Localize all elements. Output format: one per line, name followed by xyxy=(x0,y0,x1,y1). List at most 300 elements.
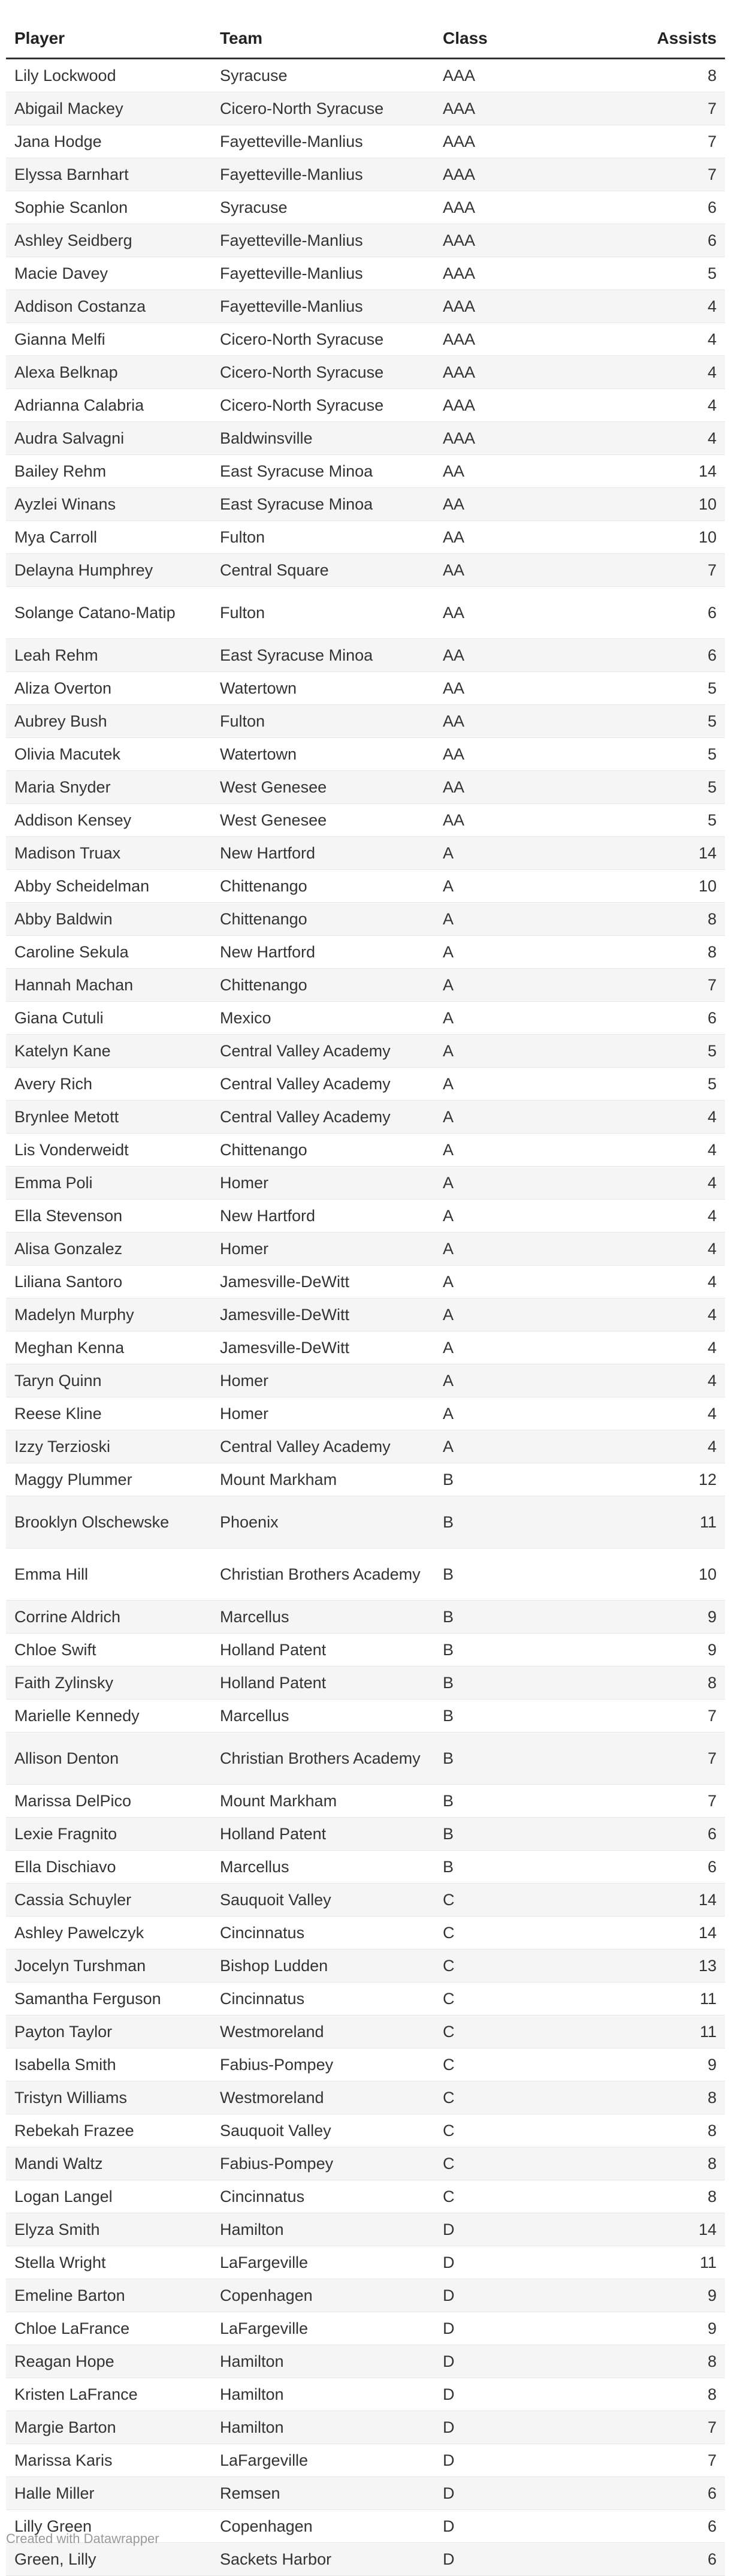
cell-player: Reagan Hope xyxy=(6,2345,212,2378)
table-row xyxy=(6,2048,725,2081)
cell-assists: 6 xyxy=(584,2477,725,2510)
cell-assists: 8 xyxy=(584,2114,725,2147)
cell-player: Chloe LaFrance xyxy=(6,2312,212,2345)
cell-player: Delayna Humphrey xyxy=(6,554,212,587)
cell-class: B xyxy=(434,1496,584,1548)
cell-team: Chittenango xyxy=(212,870,434,903)
cell-assists: 4 xyxy=(584,1266,725,1298)
cell-class: A xyxy=(434,1233,584,1266)
cell-player: Mya Carroll xyxy=(6,521,212,554)
cell-team: Fayetteville-Manlius xyxy=(212,257,434,290)
cell-assists: 8 xyxy=(584,903,725,936)
cell-class: A xyxy=(434,1134,584,1167)
cell-assists: 4 xyxy=(584,1430,725,1463)
cell-assists: 4 xyxy=(584,290,725,323)
cell-team: Fabius-Pompey xyxy=(212,2048,434,2081)
cell-player: Marielle Kennedy xyxy=(6,1700,212,1733)
cell-assists: 4 xyxy=(584,1298,725,1331)
cell-team: Holland Patent xyxy=(212,1667,434,1700)
cell-class: AAA xyxy=(434,389,584,422)
cell-class: C xyxy=(434,1884,584,1917)
cell-team: Central Square xyxy=(212,554,434,587)
table-row xyxy=(6,158,725,191)
cell-assists: 6 xyxy=(584,224,725,257)
cell-assists: 14 xyxy=(584,455,725,488)
cell-class: D xyxy=(434,2378,584,2411)
cell-team: Sauquoit Valley xyxy=(212,2114,434,2147)
cell-team: East Syracuse Minoa xyxy=(212,639,434,672)
table-row xyxy=(6,2543,725,2576)
cell-player: Maggy Plummer xyxy=(6,1463,212,1496)
cell-class: A xyxy=(434,1200,584,1233)
cell-team: Christian Brothers Academy xyxy=(212,1733,434,1785)
table-row xyxy=(6,2213,725,2246)
cell-class: A xyxy=(434,903,584,936)
cell-player: Taryn Quinn xyxy=(6,1364,212,1397)
cell-assists: 6 xyxy=(584,1851,725,1884)
cell-team: Homer xyxy=(212,1167,434,1200)
cell-team: Central Valley Academy xyxy=(212,1430,434,1463)
cell-team: Cicero-North Syracuse xyxy=(212,356,434,389)
cell-assists: 13 xyxy=(584,1950,725,1983)
cell-team: Marcellus xyxy=(212,1700,434,1733)
cell-assists: 8 xyxy=(584,59,725,92)
cell-team: East Syracuse Minoa xyxy=(212,455,434,488)
cell-assists: 6 xyxy=(584,639,725,672)
cell-team: Mount Markham xyxy=(212,1463,434,1496)
cell-class: A xyxy=(434,1266,584,1298)
cell-player: Lilly Green xyxy=(6,2510,212,2543)
cell-assists: 6 xyxy=(584,587,725,639)
cell-player: Abigail Mackey xyxy=(6,92,212,125)
cell-player: Allison Denton xyxy=(6,1733,212,1785)
cell-team: Fabius-Pompey xyxy=(212,2147,434,2180)
table-row xyxy=(6,804,725,837)
cell-assists: 7 xyxy=(584,92,725,125)
cell-class: B xyxy=(434,1548,584,1601)
cell-team: Cincinnatus xyxy=(212,2180,434,2213)
cell-class: AA xyxy=(434,672,584,705)
cell-assists: 5 xyxy=(584,804,725,837)
table-row xyxy=(6,1601,725,1634)
cell-class: A xyxy=(434,837,584,870)
cell-team: Hamilton xyxy=(212,2411,434,2444)
table-row xyxy=(6,1818,725,1851)
cell-class: C xyxy=(434,1983,584,2015)
cell-player: Green, Lilly xyxy=(6,2543,212,2576)
cell-assists: 10 xyxy=(584,488,725,521)
cell-assists: 4 xyxy=(584,1331,725,1364)
cell-team: Cicero-North Syracuse xyxy=(212,323,434,356)
cell-player: Corrine Aldrich xyxy=(6,1601,212,1634)
cell-team: Hamilton xyxy=(212,2378,434,2411)
cell-player: Lily Lockwood xyxy=(6,59,212,92)
cell-class: AAA xyxy=(434,92,584,125)
cell-player: Giana Cutuli xyxy=(6,1002,212,1035)
cell-team: Cincinnatus xyxy=(212,1917,434,1950)
table-row xyxy=(6,2081,725,2114)
table-row xyxy=(6,738,725,771)
table-row xyxy=(6,1667,725,1700)
table-row xyxy=(6,1035,725,1068)
cell-class: AA xyxy=(434,521,584,554)
cell-assists: 9 xyxy=(584,2312,725,2345)
cell-team: Homer xyxy=(212,1233,434,1266)
table-row xyxy=(6,2246,725,2279)
table-row xyxy=(6,1167,725,1200)
cell-player: Alexa Belknap xyxy=(6,356,212,389)
cell-team: Christian Brothers Academy xyxy=(212,1548,434,1601)
cell-assists: 5 xyxy=(584,771,725,804)
cell-assists: 11 xyxy=(584,1496,725,1548)
cell-team: Remsen xyxy=(212,2477,434,2510)
table-row xyxy=(6,191,725,224)
cell-assists: 8 xyxy=(584,2081,725,2114)
cell-player: Macie Davey xyxy=(6,257,212,290)
cell-player: Tristyn Williams xyxy=(6,2081,212,2114)
cell-assists: 4 xyxy=(584,356,725,389)
table-row xyxy=(6,1364,725,1397)
cell-class: A xyxy=(434,969,584,1002)
cell-team: Holland Patent xyxy=(212,1818,434,1851)
cell-class: B xyxy=(434,1700,584,1733)
column-header-team[interactable]: Team xyxy=(212,19,434,59)
cell-team: New Hartford xyxy=(212,1200,434,1233)
cell-team: LaFargeville xyxy=(212,2312,434,2345)
cell-class: B xyxy=(434,1733,584,1785)
column-header-class[interactable]: Class xyxy=(434,19,584,59)
cell-assists: 14 xyxy=(584,1917,725,1950)
table-row xyxy=(6,969,725,1002)
cell-team: Watertown xyxy=(212,738,434,771)
table-row xyxy=(6,422,725,455)
cell-team: Syracuse xyxy=(212,191,434,224)
cell-class: A xyxy=(434,1298,584,1331)
cell-player: Audra Salvagni xyxy=(6,422,212,455)
cell-class: D xyxy=(434,2543,584,2576)
cell-class: B xyxy=(434,1785,584,1818)
table-row xyxy=(6,257,725,290)
cell-player: Brynlee Metott xyxy=(6,1101,212,1134)
cell-player: Elyza Smith xyxy=(6,2213,212,2246)
table-row xyxy=(6,455,725,488)
cell-assists: 8 xyxy=(584,2378,725,2411)
cell-class: D xyxy=(434,2510,584,2543)
cell-team: Marcellus xyxy=(212,1851,434,1884)
cell-assists: 12 xyxy=(584,1463,725,1496)
table-row xyxy=(6,2015,725,2048)
cell-player: Bailey Rehm xyxy=(6,455,212,488)
table-row xyxy=(6,290,725,323)
cell-team: Bishop Ludden xyxy=(212,1950,434,1983)
cell-class: C xyxy=(434,1917,584,1950)
cell-class: B xyxy=(434,1601,584,1634)
cell-player: Ella Dischiavo xyxy=(6,1851,212,1884)
cell-team: West Genesee xyxy=(212,804,434,837)
cell-assists: 10 xyxy=(584,870,725,903)
cell-player: Aubrey Bush xyxy=(6,705,212,738)
cell-team: Sauquoit Valley xyxy=(212,1884,434,1917)
cell-class: C xyxy=(434,2015,584,2048)
cell-class: AAA xyxy=(434,422,584,455)
table-row xyxy=(6,2411,725,2444)
table-row xyxy=(6,389,725,422)
table-row xyxy=(6,1134,725,1167)
cell-assists: 10 xyxy=(584,521,725,554)
cell-class: B xyxy=(434,1851,584,1884)
cell-assists: 14 xyxy=(584,1884,725,1917)
assists-table xyxy=(6,19,725,2576)
cell-team: Chittenango xyxy=(212,969,434,1002)
table-row xyxy=(6,2477,725,2510)
cell-player: Adrianna Calabria xyxy=(6,389,212,422)
cell-class: D xyxy=(434,2213,584,2246)
cell-player: Caroline Sekula xyxy=(6,936,212,969)
cell-player: Jana Hodge xyxy=(6,125,212,158)
cell-player: Brooklyn Olschewske xyxy=(6,1496,212,1548)
cell-team: LaFargeville xyxy=(212,2444,434,2477)
cell-assists: 5 xyxy=(584,705,725,738)
cell-team: Cicero-North Syracuse xyxy=(212,389,434,422)
cell-assists: 9 xyxy=(584,2279,725,2312)
cell-class: B xyxy=(434,1818,584,1851)
cell-player: Faith Zylinsky xyxy=(6,1667,212,1700)
cell-team: Fayetteville-Manlius xyxy=(212,290,434,323)
table-row xyxy=(6,1068,725,1101)
cell-assists: 14 xyxy=(584,837,725,870)
cell-team: East Syracuse Minoa xyxy=(212,488,434,521)
cell-assists: 6 xyxy=(584,1818,725,1851)
table-row xyxy=(6,125,725,158)
cell-player: Logan Langel xyxy=(6,2180,212,2213)
cell-team: Jamesville-DeWitt xyxy=(212,1331,434,1364)
cell-assists: 5 xyxy=(584,1068,725,1101)
table-row xyxy=(6,1496,725,1548)
cell-assists: 4 xyxy=(584,389,725,422)
table-row xyxy=(6,2345,725,2378)
cell-player: Madelyn Murphy xyxy=(6,1298,212,1331)
cell-assists: 6 xyxy=(584,2543,725,2576)
cell-assists: 4 xyxy=(584,1101,725,1134)
table-row xyxy=(6,1950,725,1983)
datawrapper-credit[interactable]: Created with Datawrapper xyxy=(6,2531,159,2546)
cell-assists: 5 xyxy=(584,1035,725,1068)
cell-player: Ella Stevenson xyxy=(6,1200,212,1233)
cell-team: Phoenix xyxy=(212,1496,434,1548)
table-row xyxy=(6,936,725,969)
cell-player: Addison Costanza xyxy=(6,290,212,323)
table-row xyxy=(6,2279,725,2312)
cell-team: Central Valley Academy xyxy=(212,1035,434,1068)
cell-team: Fayetteville-Manlius xyxy=(212,224,434,257)
cell-class: AA xyxy=(434,804,584,837)
cell-class: A xyxy=(434,1167,584,1200)
cell-assists: 4 xyxy=(584,1167,725,1200)
table-row xyxy=(6,1851,725,1884)
cell-class: C xyxy=(434,2180,584,2213)
table-row xyxy=(6,92,725,125)
table-row xyxy=(6,1233,725,1266)
table-row xyxy=(6,1002,725,1035)
cell-assists: 8 xyxy=(584,936,725,969)
cell-class: A xyxy=(434,1101,584,1134)
cell-class: AA xyxy=(434,738,584,771)
cell-assists: 4 xyxy=(584,422,725,455)
cell-class: AAA xyxy=(434,323,584,356)
cell-assists: 8 xyxy=(584,2180,725,2213)
cell-assists: 9 xyxy=(584,1634,725,1667)
table-row xyxy=(6,705,725,738)
column-header-assists[interactable]: Assists xyxy=(584,19,725,59)
table-row xyxy=(6,2444,725,2477)
cell-class: AA xyxy=(434,771,584,804)
cell-player: Payton Taylor xyxy=(6,2015,212,2048)
cell-class: AA xyxy=(434,705,584,738)
cell-team: Hamilton xyxy=(212,2213,434,2246)
header-row xyxy=(6,19,725,59)
cell-assists: 8 xyxy=(584,2345,725,2378)
cell-player: Mandi Waltz xyxy=(6,2147,212,2180)
cell-player: Stella Wright xyxy=(6,2246,212,2279)
cell-assists: 4 xyxy=(584,1233,725,1266)
cell-player: Katelyn Kane xyxy=(6,1035,212,1068)
cell-class: AAA xyxy=(434,125,584,158)
cell-assists: 11 xyxy=(584,1983,725,2015)
cell-player: Rebekah Frazee xyxy=(6,2114,212,2147)
cell-assists: 11 xyxy=(584,2015,725,2048)
cell-player: Isabella Smith xyxy=(6,2048,212,2081)
cell-assists: 6 xyxy=(584,2510,725,2543)
cell-class: D xyxy=(434,2279,584,2312)
cell-class: A xyxy=(434,1430,584,1463)
cell-assists: 14 xyxy=(584,2213,725,2246)
table-row xyxy=(6,1917,725,1950)
cell-player: Meghan Kenna xyxy=(6,1331,212,1364)
cell-class: D xyxy=(434,2312,584,2345)
cell-player: Gianna Melfi xyxy=(6,323,212,356)
cell-assists: 7 xyxy=(584,2444,725,2477)
cell-player: Olivia Macutek xyxy=(6,738,212,771)
cell-class: A xyxy=(434,936,584,969)
cell-player: Lexie Fragnito xyxy=(6,1818,212,1851)
table-row xyxy=(6,521,725,554)
cell-team: Westmoreland xyxy=(212,2015,434,2048)
cell-team: Cincinnatus xyxy=(212,1983,434,2015)
table-row xyxy=(6,2378,725,2411)
cell-team: Central Valley Academy xyxy=(212,1101,434,1134)
cell-player: Ashley Pawelczyk xyxy=(6,1917,212,1950)
cell-team: Baldwinsville xyxy=(212,422,434,455)
cell-player: Kristen LaFrance xyxy=(6,2378,212,2411)
cell-class: AA xyxy=(434,587,584,639)
cell-class: D xyxy=(434,2345,584,2378)
cell-team: Homer xyxy=(212,1397,434,1430)
cell-assists: 7 xyxy=(584,158,725,191)
cell-assists: 4 xyxy=(584,1200,725,1233)
table-row xyxy=(6,1298,725,1331)
cell-assists: 9 xyxy=(584,2048,725,2081)
table-row xyxy=(6,323,725,356)
column-header-player[interactable]: Player xyxy=(6,19,212,59)
cell-team: Homer xyxy=(212,1364,434,1397)
cell-class: A xyxy=(434,870,584,903)
cell-assists: 5 xyxy=(584,738,725,771)
cell-player: Sophie Scanlon xyxy=(6,191,212,224)
cell-team: Watertown xyxy=(212,672,434,705)
table-row xyxy=(6,1200,725,1233)
cell-player: Ayzlei Winans xyxy=(6,488,212,521)
cell-team: Sackets Harbor xyxy=(212,2543,434,2576)
cell-team: Hamilton xyxy=(212,2345,434,2378)
cell-player: Emeline Barton xyxy=(6,2279,212,2312)
cell-player: Emma Hill xyxy=(6,1548,212,1601)
cell-assists: 7 xyxy=(584,1733,725,1785)
cell-player: Marissa Karis xyxy=(6,2444,212,2477)
cell-assists: 4 xyxy=(584,1397,725,1430)
cell-team: Jamesville-DeWitt xyxy=(212,1266,434,1298)
table-row xyxy=(6,1785,725,1818)
cell-assists: 9 xyxy=(584,1601,725,1634)
cell-assists: 7 xyxy=(584,1700,725,1733)
cell-class: C xyxy=(434,2147,584,2180)
table-body xyxy=(6,59,725,2576)
cell-class: D xyxy=(434,2444,584,2477)
cell-assists: 11 xyxy=(584,2246,725,2279)
cell-player: Maria Snyder xyxy=(6,771,212,804)
cell-class: D xyxy=(434,2246,584,2279)
cell-assists: 6 xyxy=(584,1002,725,1035)
cell-team: Central Valley Academy xyxy=(212,1068,434,1101)
cell-assists: 6 xyxy=(584,191,725,224)
cell-class: AA xyxy=(434,639,584,672)
table-row xyxy=(6,1397,725,1430)
table-row xyxy=(6,488,725,521)
cell-team: Cicero-North Syracuse xyxy=(212,92,434,125)
cell-class: D xyxy=(434,2411,584,2444)
table-row xyxy=(6,2114,725,2147)
cell-player: Aliza Overton xyxy=(6,672,212,705)
cell-team: New Hartford xyxy=(212,936,434,969)
cell-class: C xyxy=(434,2114,584,2147)
cell-class: C xyxy=(434,2081,584,2114)
cell-assists: 8 xyxy=(584,2147,725,2180)
table-row xyxy=(6,1700,725,1733)
table-row xyxy=(6,2312,725,2345)
cell-player: Solange Catano-Matip xyxy=(6,587,212,639)
cell-player: Abby Scheidelman xyxy=(6,870,212,903)
cell-class: AAA xyxy=(434,158,584,191)
cell-team: Chittenango xyxy=(212,903,434,936)
cell-team: Westmoreland xyxy=(212,2081,434,2114)
cell-assists: 7 xyxy=(584,125,725,158)
table-row xyxy=(6,1331,725,1364)
cell-class: AA xyxy=(434,488,584,521)
cell-player: Abby Baldwin xyxy=(6,903,212,936)
cell-class: B xyxy=(434,1634,584,1667)
cell-player: Jocelyn Turshman xyxy=(6,1950,212,1983)
table-row xyxy=(6,2147,725,2180)
cell-class: A xyxy=(434,1068,584,1101)
cell-team: Fayetteville-Manlius xyxy=(212,158,434,191)
table-header xyxy=(6,19,725,59)
cell-player: Elyssa Barnhart xyxy=(6,158,212,191)
cell-assists: 5 xyxy=(584,672,725,705)
cell-team: Marcellus xyxy=(212,1601,434,1634)
cell-class: AAA xyxy=(434,59,584,92)
table-row xyxy=(6,903,725,936)
cell-class: A xyxy=(434,1035,584,1068)
cell-assists: 4 xyxy=(584,1364,725,1397)
